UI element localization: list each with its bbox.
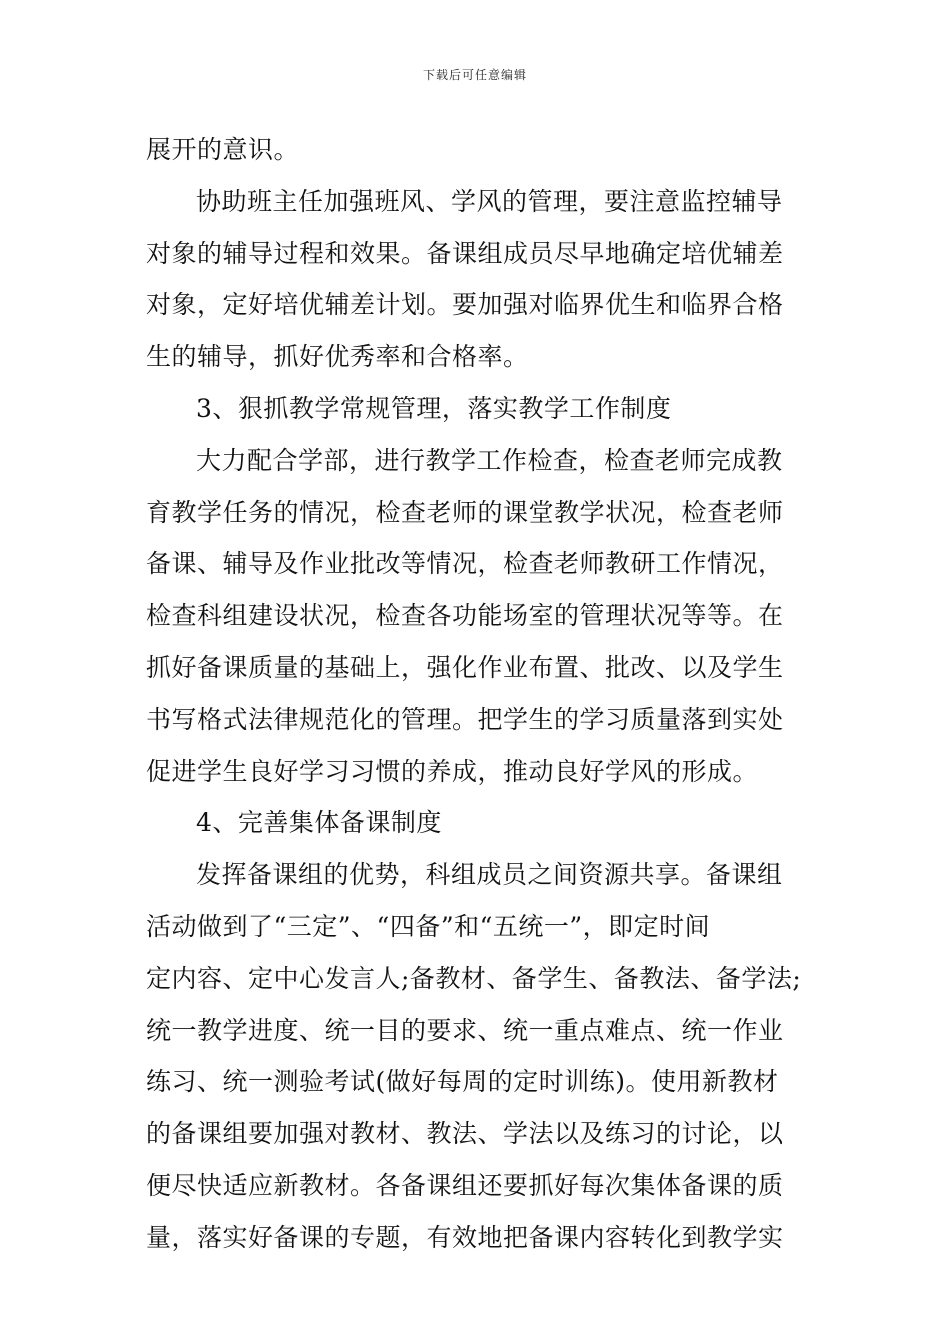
text-line: 对象，定好培优辅差计划。要加强对临界优生和临界合格 [146,290,784,320]
text-line: 定内容、定中心发言人;备教材、备学生、备教法、备学法; [146,963,802,993]
text-line: 促进学生良好学习习惯的养成，推动良好学风的形成。 [146,756,759,786]
text-line: 对象的辅导过程和效果。备课组成员尽早地确定培优辅差 [146,238,784,268]
page-header-note: 下载后可任意编辑 [422,68,527,82]
text-line: 展开的意识。 [146,135,300,164]
text-line: 书写格式法律规范化的管理。把学生的学习质量落到实处 [146,704,784,734]
text-line: 备课、辅导及作业批改等情况，检查老师教研工作情况， [146,549,784,579]
text-line: 育教学任务的情况，检查老师的课堂教学状况，检查老师 [146,497,784,527]
paragraph-start-line: 大力配合学部，进行教学工作检查，检查老师完成教 [196,445,783,475]
section-heading: 4、完善集体备课制度 [196,808,442,838]
text-line: 便尽快适应新教材。各备课组还要抓好每次集体备课的质 [146,1170,784,1200]
text-line: 的备课组要加强对教材、教法、学法以及练习的讨论，以 [146,1119,784,1149]
text-line: 检查科组建设状况，检查各功能场室的管理状况等等。在 [146,601,784,631]
paragraph-start-line: 协助班主任加强班风、学风的管理，要注意监控辅导 [196,186,783,216]
text-line: 练习、统一测验考试(做好每周的定时训练)。使用新教材 [146,1067,779,1097]
text-line: 活动做到了“三定”、“四备”和“五统一”，即定时间 [146,911,711,941]
text-line: 量，落实好备课的专题，有效地把备课内容转化到教学实 [146,1222,784,1252]
paragraph-start-line: 发挥备课组的优势，科组成员之间资源共享。备课组 [196,860,783,890]
text-line: 抓好备课质量的基础上，强化作业布置、批改、以及学生 [146,652,784,682]
text-line: 统一教学进度、统一目的要求、统一重点难点、统一作业 [146,1015,784,1045]
text-line: 生的辅导，抓好优秀率和合格率。 [146,342,529,372]
section-heading: 3、狠抓教学常规管理，落实教学工作制度 [196,393,672,423]
document-body [146,124,826,1264]
